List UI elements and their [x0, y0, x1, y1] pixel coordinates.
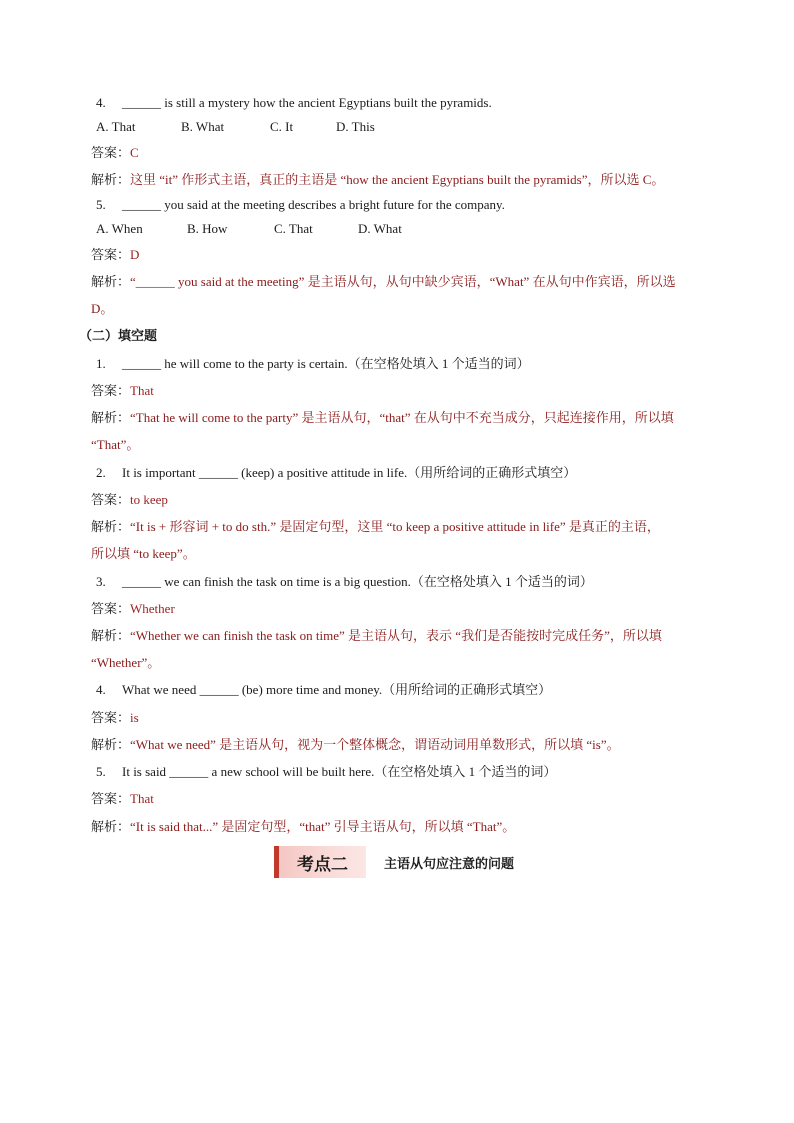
explanation-text: “It is + 形容词 + to do sth.” 是固定句型，这里 “to keep a positive attitude in life” 是真正的主语， [130, 519, 660, 534]
explanation-label: 解析： [91, 628, 131, 643]
option-c: C. It [270, 119, 294, 134]
fill-3-explanation [91, 627, 662, 645]
answer-label: 答案： [91, 247, 131, 262]
fill-1-stem: 1. ______ he will come to the party is certain.（在空格处填入 1 个适当的词） [96, 356, 530, 371]
option-d: D. This [336, 119, 375, 134]
section-2-header [274, 846, 514, 878]
explanation-text: “______ you said at the meeting” 是主语从句，从句中缺少宾语，“What” 在从句中作宾语，所以选 [130, 274, 676, 289]
answer-value: Whether [130, 601, 175, 616]
explanation-label: 解析： [91, 519, 131, 534]
question-5-options [96, 220, 402, 238]
fill-4-explanation [91, 736, 620, 754]
fill-3-explanation-cont: “Whether”。 [91, 655, 161, 670]
question-4-answer [91, 144, 139, 162]
fill-4-stem: 4. What we need ______ (be) more time and money.（用所给词的正确形式填空） [96, 682, 552, 697]
fill-section-heading: （二）填空题 [79, 328, 158, 343]
question-5-stem: 5. ______ you said at the meeting describes a bright future for the company. [96, 197, 505, 212]
explanation-label: 解析： [91, 737, 131, 752]
answer-label: 答案： [91, 710, 131, 725]
explanation-text: “That he will come to the party” 是主语从句，“that” 在从句中不充当成分，只起连接作用，所以填 [130, 410, 674, 425]
fill-3-stem: 3. ______ we can finish the task on time is a big question.（在空格处填入 1 个适当的词） [96, 574, 593, 589]
explanation-label: 解析： [91, 274, 131, 289]
answer-value: D [130, 247, 140, 262]
answer-label: 答案： [91, 601, 131, 616]
explanation-text: “It is said that...” 是固定句型，“that” 引导主语从句，所以填 “That”。 [130, 819, 516, 834]
explanation-text: 这里 “it” 作形式主语，真正的主语是 “how the ancient Egyptians built the pyramids”，所以选 C。 [130, 172, 665, 187]
fill-1-explanation-cont: “That”。 [91, 437, 140, 452]
question-5-answer [91, 246, 139, 264]
question-4-options [96, 118, 375, 136]
answer-value: is [130, 710, 139, 725]
question-4-explanation [91, 171, 664, 189]
option-a: A. That [96, 119, 136, 134]
answer-label: 答案： [91, 791, 131, 806]
answer-value: C [130, 145, 139, 160]
fill-2-explanation-cont: 所以填 “to keep”。 [91, 546, 196, 561]
question-5-explanation [91, 273, 676, 291]
fill-5-answer [91, 790, 154, 808]
answer-value: to keep [130, 492, 168, 507]
explanation-label: 解析： [91, 410, 131, 425]
option-c: C. That [274, 221, 313, 236]
answer-value: That [130, 791, 154, 806]
fill-3-answer [91, 600, 175, 618]
fill-1-answer [91, 382, 154, 400]
explanation-text: “What we need” 是主语从句，视为一个整体概念，谓语动词用单数形式，所以填 “is”。 [130, 737, 620, 752]
option-b: B. What [181, 119, 225, 134]
section-2-badge: 考点二 [274, 846, 366, 878]
explanation-label: 解析： [91, 819, 131, 834]
explanation-label: 解析： [91, 172, 131, 187]
fill-5-explanation [91, 818, 515, 836]
answer-label: 答案： [91, 383, 131, 398]
answer-value: That [130, 383, 154, 398]
fill-2-answer [91, 491, 168, 509]
fill-1-explanation [91, 409, 674, 427]
answer-label: 答案： [91, 492, 131, 507]
explanation-text: “Whether we can finish the task on time” 是主语从句，表示 “我们是否能按时完成任务”，所以填 [130, 628, 662, 643]
question-4-stem: 4. ______ is still a mystery how the ancient Egyptians built the pyramids. [96, 95, 492, 110]
fill-4-answer [91, 709, 139, 727]
fill-2-explanation [91, 518, 660, 536]
fill-2-stem: 2. It is important ______ (keep) a positive attitude in life.（用所给词的正确形式填空） [96, 465, 577, 480]
question-5-explanation-cont: D。 [91, 301, 114, 316]
option-b: B. How [187, 221, 228, 236]
option-d: D. What [358, 221, 402, 236]
fill-5-stem: 5. It is said ______ a new school will be built here.（在空格处填入 1 个适当的词） [96, 764, 557, 779]
option-a: A. When [96, 221, 143, 236]
answer-label: 答案： [91, 145, 131, 160]
section-2-title: 主语从句应注意的问题 [384, 856, 515, 872]
